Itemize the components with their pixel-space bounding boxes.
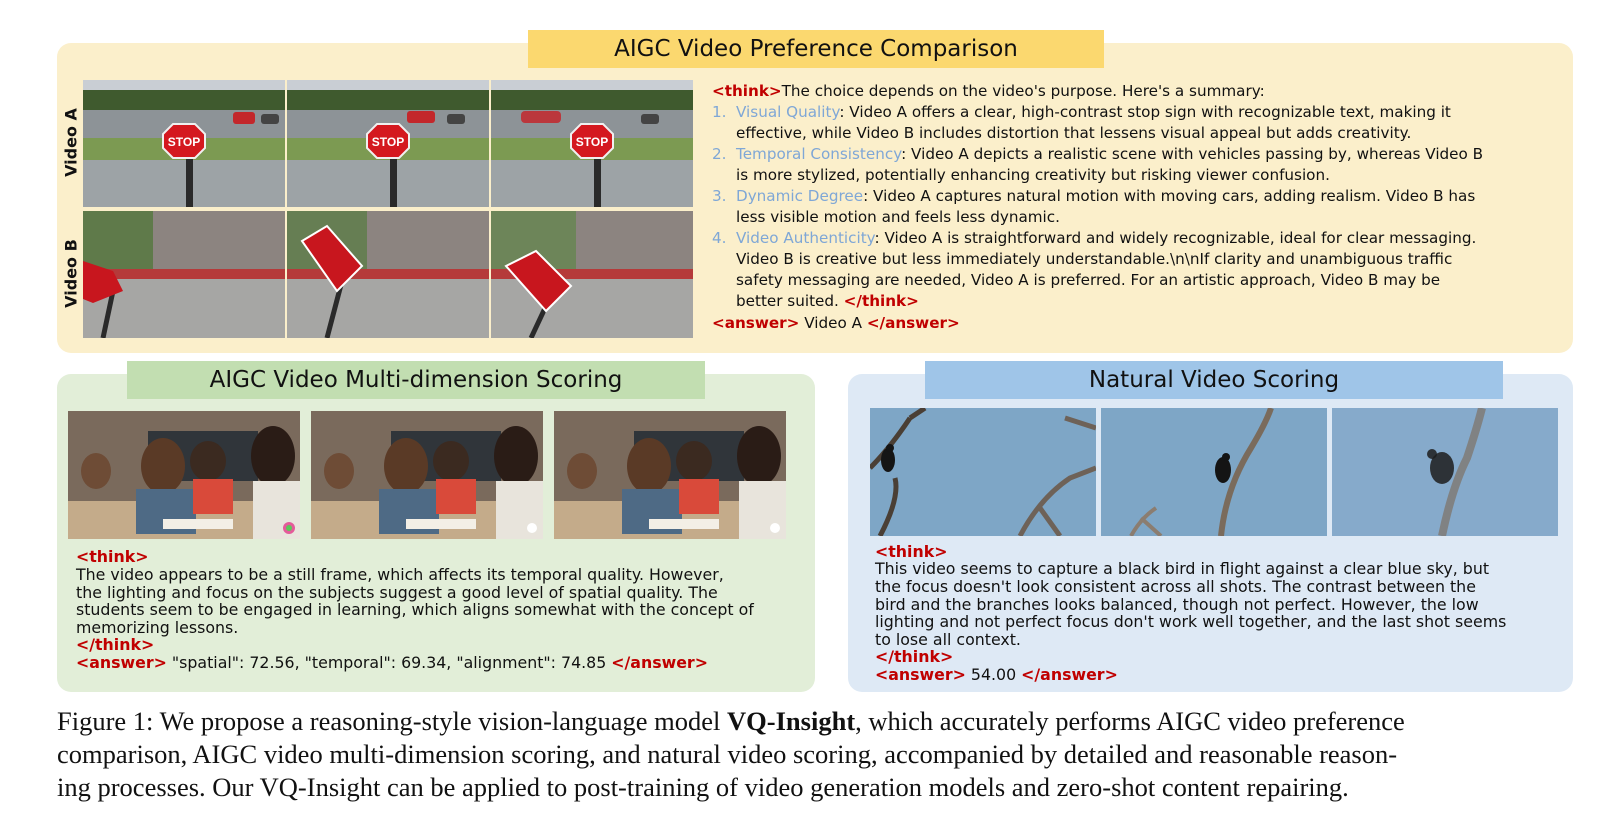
video-a-frame-1: [83, 80, 285, 207]
multidim-panel-title: AIGC Video Multi-dimension Scoring: [127, 361, 705, 399]
classroom-frame-3: [554, 411, 786, 539]
natural-answer: <answer> 54.00 </answer>: [875, 665, 1118, 684]
natural-think-line-3: bird and the branches looks balanced, though not perfect. However, the low: [875, 595, 1479, 614]
preference-item-4-cont-2: safety messaging are needed, Video A is preferred. For an artistic approach, Video B may be: [736, 271, 1441, 289]
preference-item-2-cont: is more stylized, potentially enhancing creativity but risking viewer confusion.: [736, 166, 1330, 184]
preference-item-4-cont-1: Video B is creative but less immediately understandable.\n\nIf clarity and unambiguous traffic: [736, 250, 1453, 268]
preference-item-4-cont-3: better suited. </think>: [736, 292, 919, 310]
natural-think-line-2: the focus doesn't look consistent across all shots. The contrast between the: [875, 577, 1476, 596]
caption-line-1: Figure 1: We propose a reasoning-style vision-language model VQ-Insight, which accurately performs AIGC video preference: [57, 706, 1405, 736]
multidim-think-line-1: The video appears to be a still frame, which affects its temporal quality. However,: [76, 565, 724, 584]
preference-item-1-cont: effective, while Video B includes distortion that lessens visual appeal but adds creativity.: [736, 124, 1412, 142]
preference-item-3-cont: less visible motion and feels less dynamic.: [736, 208, 1060, 226]
natural-panel-title: Natural Video Scoring: [925, 361, 1503, 399]
multidim-think-line-3: students seem to be engaged in learning, which aligns somewhat with the concept of: [76, 600, 754, 619]
video-b-frame-2: [287, 211, 489, 338]
preference-item-4: 4. Video Authenticity: Video A is straightforward and widely recognizable, ideal for clear messaging.: [712, 229, 1477, 247]
bird-frame-1: [870, 408, 1096, 536]
multidim-think-line-2: the lighting and focus on the subjects suggest a good level of spatial quality. The: [76, 583, 718, 602]
preference-item-1: 1. Visual Quality: Video A offers a clear, high-contrast stop sign with recognizable text, making it: [712, 103, 1451, 121]
caption-line-2: comparison, AIGC video multi-dimension scoring, and natural video scoring, accompanied by detailed and reasonable reason-: [57, 739, 1398, 769]
caption-line-3: ing processes. Our VQ-Insight can be applied to post-training of video generation models and zero-shot content repairing.: [57, 772, 1349, 802]
preference-think-intro: <think>The choice depends on the video's purpose. Here's a summary:: [712, 82, 1265, 100]
classroom-frame-2: [311, 411, 543, 539]
video-a-row-label: Video A: [61, 108, 81, 177]
natural-think-open: <think>: [875, 542, 948, 561]
video-b-frame-1: [83, 211, 285, 338]
preference-item-3: 3. Dynamic Degree: Video A captures natural motion with moving cars, adding realism. Video B has: [712, 187, 1476, 205]
bird-frame-3: [1332, 408, 1558, 536]
video-a-frame-3: [491, 80, 693, 207]
stop-sign-text: STOP: [167, 135, 201, 149]
bird-frame-2: [1101, 408, 1327, 536]
stop-sign-text: STOP: [371, 135, 405, 149]
natural-think-line-1: This video seems to capture a black bird in flight against a clear blue sky, but: [875, 559, 1490, 578]
classroom-frame-1: [68, 411, 300, 539]
stop-sign-text: STOP: [575, 135, 609, 149]
video-a-frame-2: [287, 80, 489, 207]
multidim-think-close: </think>: [76, 635, 155, 654]
natural-think-line-4: lighting and not perfect focus don't work well together, and the last shot seems: [875, 612, 1507, 631]
model-name: VQ-Insight: [727, 706, 856, 736]
preference-answer: <answer> Video A </answer>: [712, 314, 960, 332]
preference-item-2: 2. Temporal Consistency: Video A depicts a realistic scene with vehicles passing by, whereas Video B: [712, 145, 1484, 163]
preference-panel-title: AIGC Video Preference Comparison: [528, 30, 1104, 68]
multidim-think-line-4: memorizing lessons.: [76, 618, 239, 637]
natural-think-close: </think>: [875, 647, 954, 666]
natural-think-line-5: to lose all context.: [875, 630, 1021, 649]
video-b-frame-3: [491, 211, 693, 338]
figure-caption: [57, 705, 1577, 804]
multidim-think-open: <think>: [76, 547, 149, 566]
multidim-answer: <answer> "spatial": 72.56, "temporal": 69.34, "alignment": 74.85 </answer>: [76, 653, 708, 672]
video-b-row-label: Video B: [61, 239, 81, 308]
